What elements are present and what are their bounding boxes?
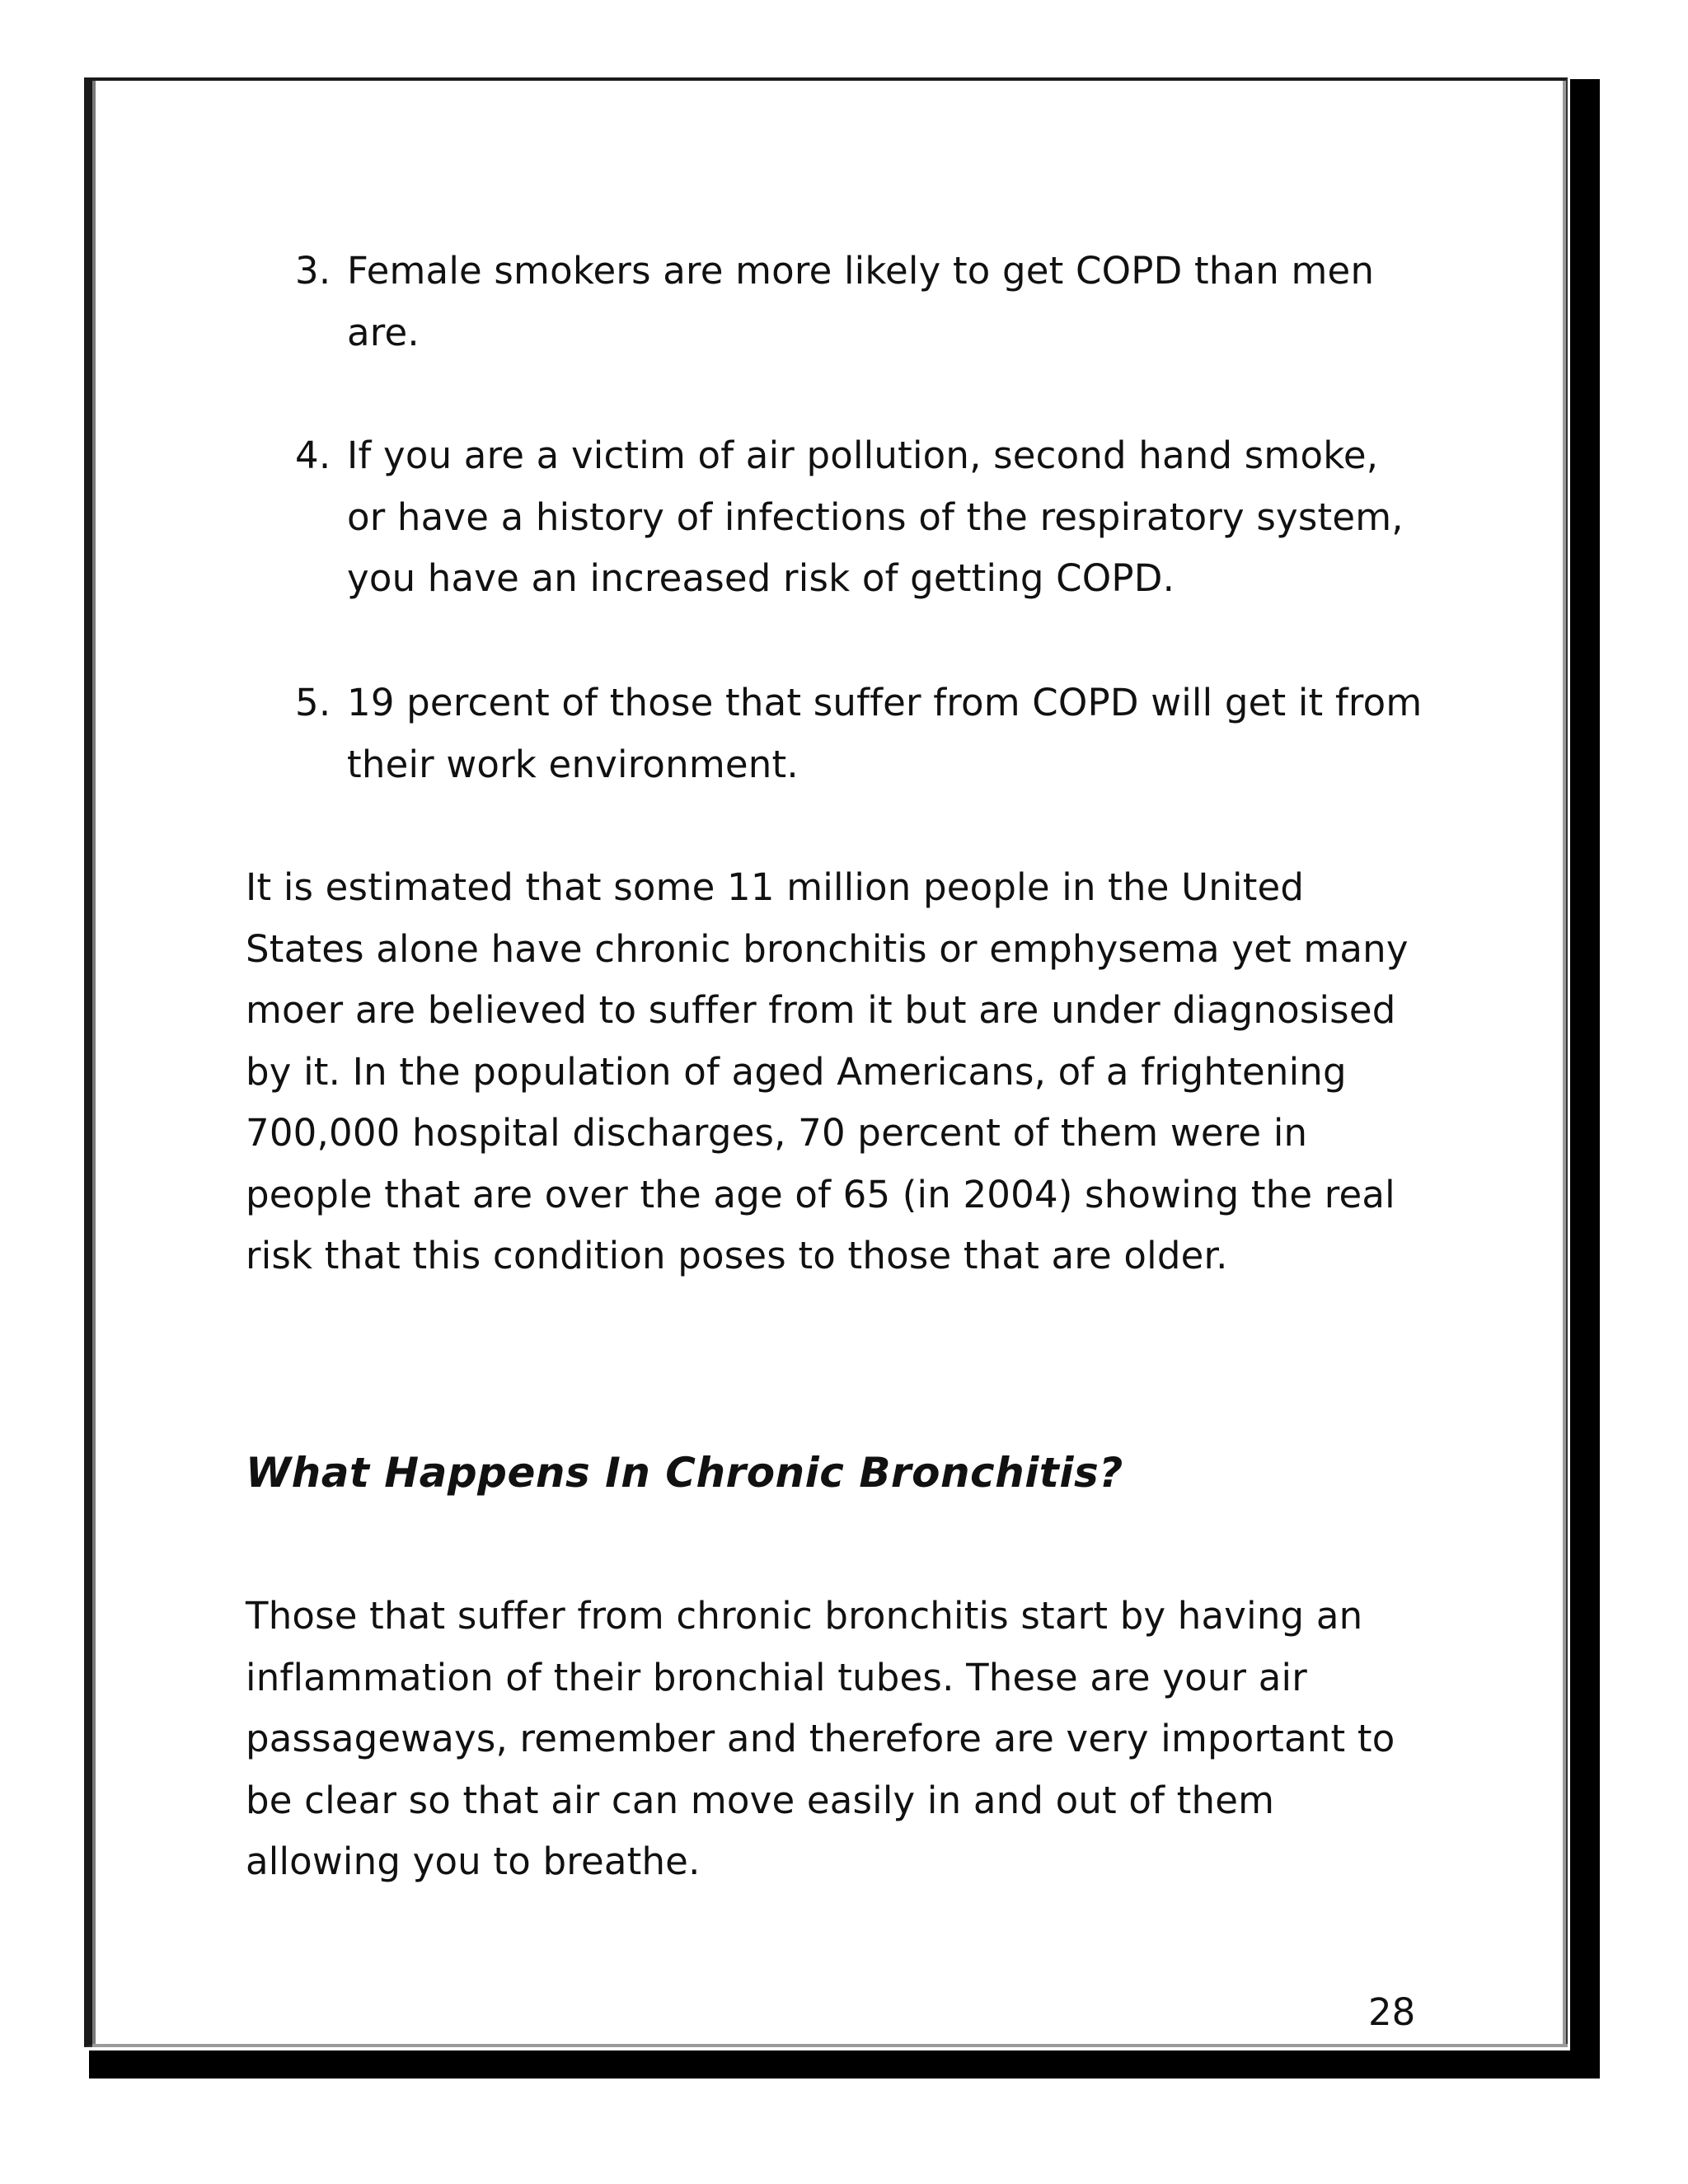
body-paragraph: It is estimated that some 11 million people in the United States alone have chronic bronchitis or emphysema yet many moer are believed to suffer from it but are under diagnosised by it. In the population of aged Americans, of a frightening 700,000 hospital discharges, 70 percent of them were in people that are over the age of 65 (in 2004) showing the real risk that this condition poses to those that are older. bbox=[246, 865, 1409, 1277]
list-item bbox=[295, 241, 1424, 363]
page-number: 28 bbox=[1368, 1990, 1416, 2034]
list-text: 19 percent of those that suffer from COPD will get it from their work environment. bbox=[347, 681, 1423, 786]
list-number: 5. bbox=[295, 681, 331, 724]
page-border-bottom bbox=[92, 2044, 1568, 2047]
section-heading: What Happens In Chronic Bronchitis? bbox=[246, 1449, 1123, 1497]
list-item bbox=[295, 673, 1424, 795]
page-shadow-right bbox=[1570, 79, 1600, 2079]
page-border-right bbox=[1563, 81, 1566, 2047]
list-number: 3. bbox=[295, 249, 331, 293]
list-text: If you are a victim of air pollution, second hand smoke, or have a history of infections of the respiratory system, you have an increased risk of getting COPD. bbox=[347, 434, 1404, 600]
list-text: Female smokers are more likely to get COPD than men are. bbox=[347, 249, 1375, 354]
body-paragraph: Those that suffer from chronic bronchitis start by having an inflammation of their bronchial tubes. These are your air passageways, remember and therefore are very important to be clear so that air can move easily in and out of them allowing you to breathe. bbox=[246, 1594, 1395, 1883]
page-shadow-bottom bbox=[89, 2050, 1600, 2079]
list-item bbox=[295, 425, 1424, 610]
list-number: 4. bbox=[295, 434, 331, 477]
page-border-left bbox=[92, 81, 96, 2047]
